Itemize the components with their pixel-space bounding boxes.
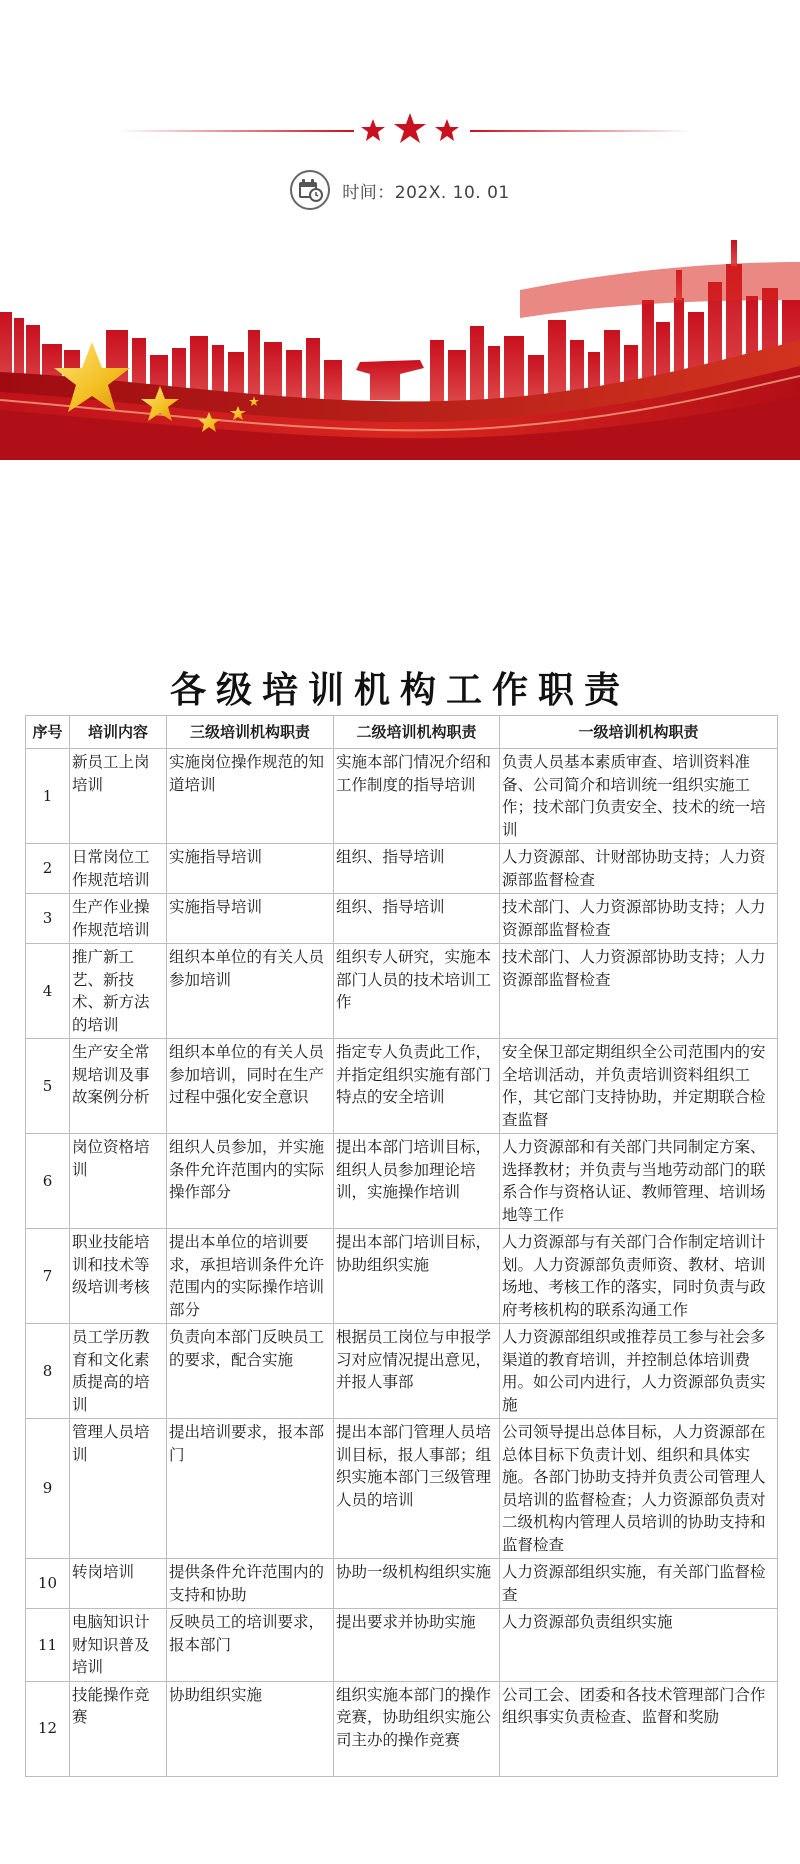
level3-duty: 组织本单位的有关人员参加培训 (167, 944, 334, 1039)
row-number: 7 (26, 1229, 70, 1324)
table-row (26, 844, 778, 894)
level3-duty: 协助组织实施 (167, 1681, 334, 1776)
level3-duty: 负责向本部门反映员工的要求，配合实施 (167, 1324, 334, 1419)
star-icon (361, 119, 385, 141)
level3-duty: 组织人员参加，并实施条件允许范围内的实际操作部分 (167, 1134, 334, 1229)
table-row (26, 1609, 778, 1682)
level1-duty: 人力资源部与有关部门合作制定培训计划。人力资源部负责师资、教材、培训场地、考核工作的落实，同时负责与政府考核机构的联系沟通工作 (500, 1229, 778, 1324)
star-icon (394, 113, 426, 143)
row-number: 2 (26, 844, 70, 894)
row-number: 8 (26, 1324, 70, 1419)
document-title: 各级培训机构工作职责 (169, 670, 630, 711)
level3-duty: 反映员工的培训要求，报本部门 (167, 1609, 334, 1682)
level3-duty: 提出培训要求，报本部门 (167, 1419, 334, 1559)
row-number: 6 (26, 1134, 70, 1229)
level2-duty: 指定专人负责此工作，并指定组织实施有部门特点的安全培训 (334, 1039, 500, 1134)
date-row (0, 167, 800, 213)
level3-duty: 提供条件允许范围内的支持和协助 (167, 1559, 334, 1609)
level2-duty: 组织专人研究，实施本部门人员的技术培训工作 (334, 944, 500, 1039)
training-content: 新员工上岗培训 (70, 749, 167, 844)
table-row (26, 1681, 778, 1776)
calendar-clock-icon (290, 170, 330, 210)
table-row (26, 1419, 778, 1559)
row-number: 4 (26, 944, 70, 1039)
table-row (26, 1559, 778, 1609)
title-divider (118, 113, 692, 143)
level2-duty: 组织实施本部门的操作竞赛，协助组织实施公司主办的操作竞赛 (334, 1681, 500, 1776)
level1-duty: 负责人员基本素质审查、培训资料准备、公司简介和培训统一组织实施工作；技术部门负责安全、技术的统一培训 (500, 749, 778, 844)
training-content: 电脑知识计财知识普及培训 (70, 1609, 167, 1682)
level1-duty: 人力资源部负责组织实施 (500, 1609, 778, 1682)
level1-duty: 安全保卫部定期组织全公司范围内的安全培训活动，并负责培训资料组织工作，其它部门支持协助，并定期联合检查监督 (500, 1039, 778, 1134)
level3-duty: 提出本单位的培训要求，承担培训条件允许范围内的实际操作培训部分 (167, 1229, 334, 1324)
training-duty-table (25, 715, 778, 1777)
training-content: 岗位资格培训 (70, 1134, 167, 1229)
table-row (26, 894, 778, 944)
training-content: 推广新工艺、新技术、新方法的培训 (70, 944, 167, 1039)
level2-duty: 提出本部门管理人员培训目标，报人事部；组织实施本部门三级管理人员的培训 (334, 1419, 500, 1559)
header-cell-level2: 二级培训机构职责 (334, 716, 500, 749)
level2-duty: 提出本部门培训目标，组织人员参加理论培训，实施操作培训 (334, 1134, 500, 1229)
table-row (26, 1134, 778, 1229)
table-row (26, 1229, 778, 1324)
level3-duty: 组织本单位的有关人员参加培训，同时在生产过程中强化安全意识 (167, 1039, 334, 1134)
level1-duty: 人力资源部、计财部协助支持；人力资源部监督检查 (500, 844, 778, 894)
level2-duty: 提出要求并协助实施 (334, 1609, 500, 1682)
star-icon (435, 119, 459, 141)
header-cell-level3: 三级培训机构职责 (167, 716, 334, 749)
level2-duty: 根据员工岗位与申报学习对应情况提出意见，并报人事部 (334, 1324, 500, 1419)
row-number: 9 (26, 1419, 70, 1559)
level3-duty: 实施指导培训 (167, 844, 334, 894)
training-content: 管理人员培训 (70, 1419, 167, 1559)
header-cell-no: 序号 (26, 716, 70, 749)
level2-duty: 协助一级机构组织实施 (334, 1559, 500, 1609)
header-decoration (0, 0, 800, 460)
level1-duty: 人力资源部组织实施，有关部门监督检查 (500, 1559, 778, 1609)
table-row (26, 1039, 778, 1134)
row-number: 11 (26, 1609, 70, 1682)
training-content: 生产作业操作规范培训 (70, 894, 167, 944)
training-content: 转岗培训 (70, 1559, 167, 1609)
level1-duty: 技术部门、人力资源部协助支持；人力资源部监督检查 (500, 944, 778, 1039)
level1-duty: 人力资源部和有关部门共同制定方案、选择教材；并负责与当地劳动部门的联系合作与资格认证、教师管理、培训场地等工作 (500, 1134, 778, 1229)
training-content: 技能操作竞赛 (70, 1681, 167, 1776)
training-content: 生产安全常规培训及事故案例分析 (70, 1039, 167, 1134)
training-content: 日常岗位工作规范培训 (70, 844, 167, 894)
row-number: 10 (26, 1559, 70, 1609)
training-content: 员工学历教育和文化素质提高的培训 (70, 1324, 167, 1419)
level1-duty: 公司领导提出总体目标，人力资源部在总体目标下负责计划、组织和具体实施。各部门协助支持并负责公司管理人员培训的监督检查；人力资源部负责对二级机构内管理人员培训的协助支持和监督检查 (500, 1419, 778, 1559)
level3-duty: 实施岗位操作规范的知道培训 (167, 749, 334, 844)
header-cell-content: 培训内容 (70, 716, 167, 749)
level1-duty: 技术部门、人力资源部协助支持；人力资源部监督检查 (500, 894, 778, 944)
row-number: 3 (26, 894, 70, 944)
training-content: 职业技能培训和技术等级培训考核 (70, 1229, 167, 1324)
table-row (26, 1324, 778, 1419)
level2-duty: 实施本部门情况介绍和工作制度的指导培训 (334, 749, 500, 844)
row-number: 5 (26, 1039, 70, 1134)
table-row (26, 944, 778, 1039)
level1-duty: 人力资源部组织或推荐员工参与社会多渠道的教育培训，并控制总体培训费用。如公司内进行，人力资源部负责实施 (500, 1324, 778, 1419)
level1-duty: 公司工会、团委和各技术管理部门合作组织事实负责检查、监督和奖励 (500, 1681, 778, 1776)
date-label: 时间：202X. 10. 01 (342, 182, 510, 203)
table-row (26, 749, 778, 844)
level2-duty: 组织、指导培训 (334, 844, 500, 894)
level3-duty: 实施指导培训 (167, 894, 334, 944)
row-number: 12 (26, 1681, 70, 1776)
level2-duty: 提出本部门培训目标，协助组织实施 (334, 1229, 500, 1324)
level2-duty: 组织、指导培训 (334, 894, 500, 944)
table-header-row (26, 716, 778, 749)
row-number: 1 (26, 749, 70, 844)
header-cell-level1: 一级培训机构职责 (500, 716, 778, 749)
